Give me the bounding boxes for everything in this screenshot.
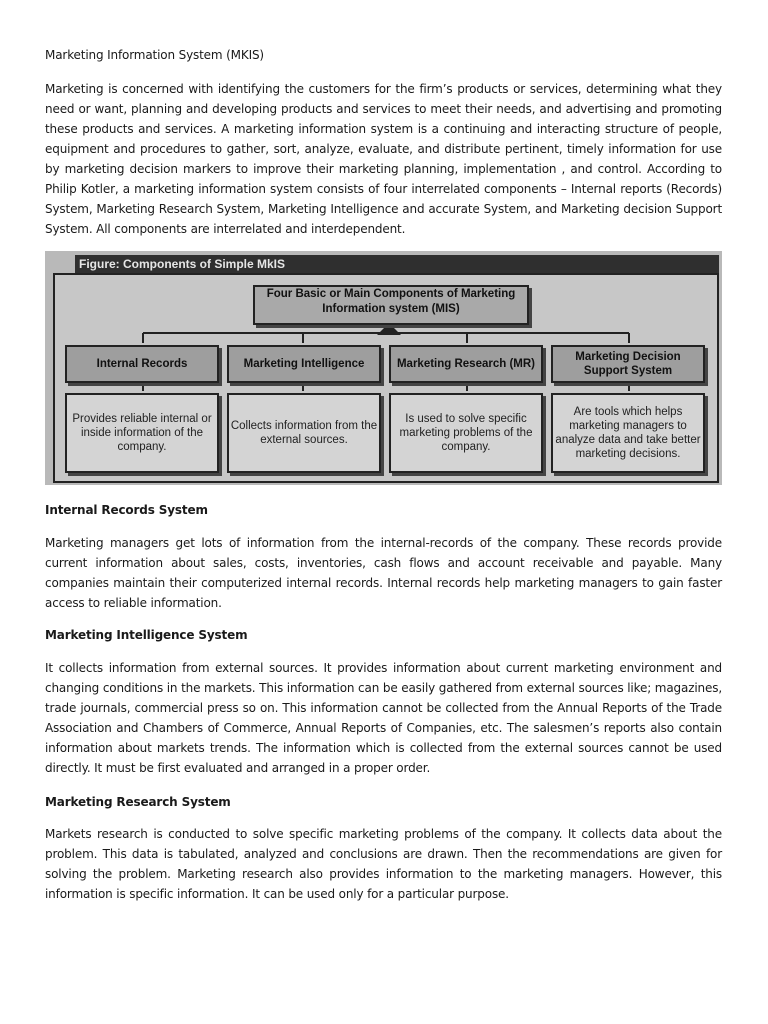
desc-decision-support: Are tools which helps marketing managers to analyze data and take better marketing decisions. bbox=[551, 393, 705, 473]
section-body: It collects information from external sources. It provides information about current marketing environment and changing conditions in the markets. This information can be easily gathered from external sources like; magazines, trade journals, commercial press so on. This information cannot be collected from the Annual Reports of the Trade Association and Chambers of Commerce, Annual Reports of Companies, etc. The salesmen’s reports also contain information about markets trends. The information which is collected from the external sources cannot be used directly. It must be first evaluated and arranged in a proper order. bbox=[45, 661, 722, 775]
figure-caption: Figure: Components of Simple MkIS bbox=[75, 255, 719, 273]
document-title: Marketing Information System (MKIS) bbox=[45, 48, 264, 62]
component-decision-support: Marketing Decision Support System bbox=[551, 345, 705, 383]
section-body: Marketing managers get lots of information from the internal-records of the company. These records provide current information about sales, costs, inventories, cash flows and account receivable and payable. Many companies maintain their computerized internal records. Internal records help marketing managers to gain faster access to reliable information. bbox=[45, 536, 722, 610]
component-marketing-intelligence: Marketing Intelligence bbox=[227, 345, 381, 383]
section-body: Markets research is conducted to solve specific marketing problems of the company. It collects data about the problem. This data is tabulated, analyzed and conclusions are drawn. Then the recommendations are given for solving the problem. Marketing research also provides information to the marketing managers. However, this information is specific information. It can be used only for a particular purpose. bbox=[45, 827, 722, 901]
section-heading: Internal Records System bbox=[45, 503, 208, 517]
main-components-box: Four Basic or Main Components of Marketing Information system (MIS) bbox=[253, 285, 529, 325]
section-heading: Marketing Intelligence System bbox=[45, 628, 248, 642]
desc-marketing-intelligence: Collects information from the external sources. bbox=[227, 393, 381, 473]
desc-marketing-research: Is used to solve specific marketing problems of the company. bbox=[389, 393, 543, 473]
component-internal-records: Internal Records bbox=[65, 345, 219, 383]
mkis-figure bbox=[45, 251, 722, 485]
desc-internal-records: Provides reliable internal or inside information of the company. bbox=[65, 393, 219, 473]
section-heading: Marketing Research System bbox=[45, 795, 231, 809]
component-marketing-research: Marketing Research (MR) bbox=[389, 345, 543, 383]
figure-frame bbox=[53, 273, 719, 483]
intro-paragraph: Marketing is concerned with identifying the customers for the firm’s products or services, determining what they need or want, planning and developing products and services to meet their needs, and advertising and promoting these products and services. A marketing information system is a continuing and interacting structure of people, equipment and procedures to gather, sort, analyze, evaluate, and distribute pertinent, timely information for use by marketing decision markers to improve their marketing planning, implementation , and control. According to Philip Kotler, a marketing information system consists of four interrelated components – Internal reports (Records) System, Marketing Research System, Marketing Intelligence and accurate System, and Marketing decision Support System. All components are interrelated and interdependent. bbox=[45, 82, 722, 236]
